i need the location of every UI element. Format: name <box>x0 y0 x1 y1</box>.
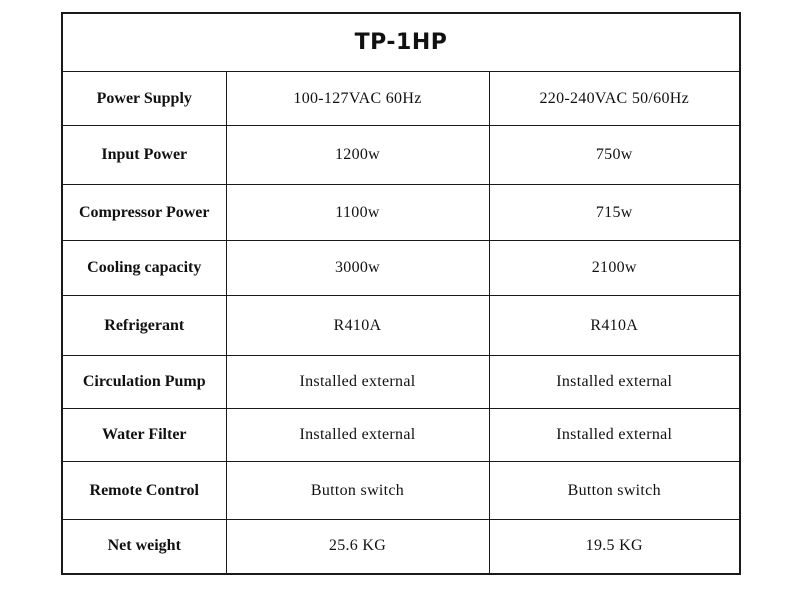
row-label: Water Filter <box>62 409 226 462</box>
row-label: Net weight <box>62 520 226 574</box>
value-model-2: Button switch <box>489 462 740 520</box>
value-model-1: Installed external <box>226 356 489 409</box>
table-row <box>62 185 740 241</box>
value-model-2: R410A <box>489 296 740 356</box>
value-model-1: 1100w <box>226 185 489 241</box>
value-model-2: Installed external <box>489 356 740 409</box>
value-model-1: 25.6 KG <box>226 520 489 574</box>
value-model-2: 715w <box>489 185 740 241</box>
row-label: Compressor Power <box>62 185 226 241</box>
table-row <box>62 462 740 520</box>
table-row <box>62 296 740 356</box>
value-model-2: 19.5 KG <box>489 520 740 574</box>
row-label: Cooling capacity <box>62 241 226 296</box>
value-model-1: R410A <box>226 296 489 356</box>
value-model-2: Installed external <box>489 409 740 462</box>
value-model-1: 1200w <box>226 126 489 185</box>
value-model-1: 100-127VAC 60Hz <box>226 72 489 126</box>
table-row <box>62 520 740 574</box>
row-label: Refrigerant <box>62 296 226 356</box>
table-row <box>62 72 740 126</box>
value-model-1: Button switch <box>226 462 489 520</box>
table-row <box>62 126 740 185</box>
table-title: TP-1HP <box>62 13 740 72</box>
value-model-1: Installed external <box>226 409 489 462</box>
title-row <box>62 13 740 72</box>
value-model-2: 2100w <box>489 241 740 296</box>
value-model-2: 220-240VAC 50/60Hz <box>489 72 740 126</box>
spec-table <box>61 12 741 575</box>
value-model-2: 750w <box>489 126 740 185</box>
row-label: Remote Control <box>62 462 226 520</box>
table-row <box>62 356 740 409</box>
row-label: Input Power <box>62 126 226 185</box>
row-label: Power Supply <box>62 72 226 126</box>
value-model-1: 3000w <box>226 241 489 296</box>
row-label: Circulation Pump <box>62 356 226 409</box>
table-row <box>62 241 740 296</box>
table-row <box>62 409 740 462</box>
